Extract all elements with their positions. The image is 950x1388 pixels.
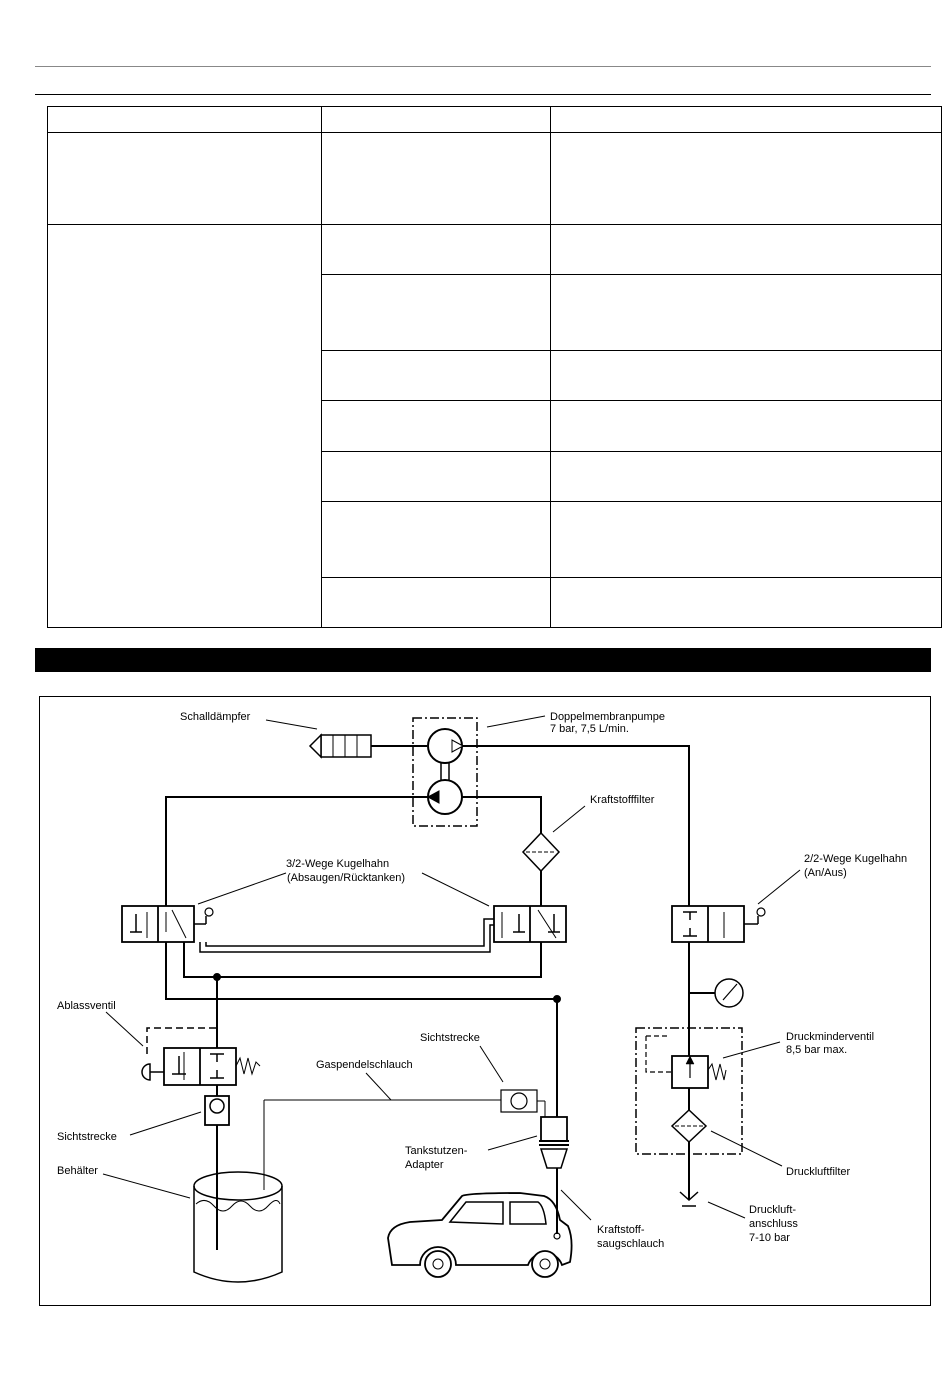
center-3-2-valve xyxy=(494,906,566,942)
label-2-2-valve: 2/2-Wege Kugelhahn xyxy=(804,853,908,865)
label-3-2-valve-mode: (Absaugen/Rücktanken) xyxy=(287,872,406,884)
left-3-2-valve xyxy=(122,906,213,942)
label-air-connection-1: Druckluft- xyxy=(749,1204,797,1216)
label-drain-valve: Ablassventil xyxy=(57,1000,116,1012)
label-sight-glass-top: Sichtstrecke xyxy=(420,1032,480,1044)
fuel-filter-symbol xyxy=(523,833,559,871)
label-fuel-hose-1: Kraftstoff- xyxy=(597,1224,645,1236)
car-icon xyxy=(388,1168,572,1277)
label-pump: Doppelmembranpumpe xyxy=(550,711,665,723)
drain-valve-symbol xyxy=(142,1028,260,1085)
label-filler-adapter-2: Adapter xyxy=(405,1159,444,1171)
label-air-connection-2: anschluss xyxy=(749,1218,798,1230)
tank-filler-adapter xyxy=(539,1117,569,1168)
left-sight-glass xyxy=(205,1096,229,1125)
label-fuel-filter: Kraftstofffilter xyxy=(590,794,655,806)
label-pressure-reducer: Druckminderventil xyxy=(786,1031,875,1043)
pressure-gauge-icon xyxy=(715,979,743,1007)
label-2-2-valve-mode: (An/Aus) xyxy=(804,867,847,879)
pipe-lines xyxy=(166,746,715,1210)
label-sight-glass-left: Sichtstrecke xyxy=(57,1131,117,1143)
label-3-2-valve: 3/2-Wege Kugelhahn xyxy=(286,858,390,870)
label-air-connection-3: 7-10 bar xyxy=(749,1232,790,1244)
label-container: Behälter xyxy=(57,1165,98,1177)
right-2-2-valve xyxy=(672,906,765,942)
container-tank xyxy=(194,1100,282,1282)
label-fuel-hose-2: saugschlauch xyxy=(597,1238,665,1250)
label-vapor-hose: Gaspendelschlauch xyxy=(316,1059,413,1071)
vapor-hose xyxy=(264,1090,545,1118)
label-pressure-reducer-max: 8,5 bar max. xyxy=(786,1044,848,1056)
label-air-filter: Druckluftfilter xyxy=(786,1166,851,1178)
silencer-symbol xyxy=(310,735,427,757)
label-silencer: Schalldämpfer xyxy=(180,711,251,723)
diaphragm-pump xyxy=(413,718,477,826)
label-filler-adapter-1: Tankstutzen- xyxy=(405,1145,468,1157)
label-pump-spec: 7 bar, 7,5 L/min. xyxy=(550,723,629,735)
